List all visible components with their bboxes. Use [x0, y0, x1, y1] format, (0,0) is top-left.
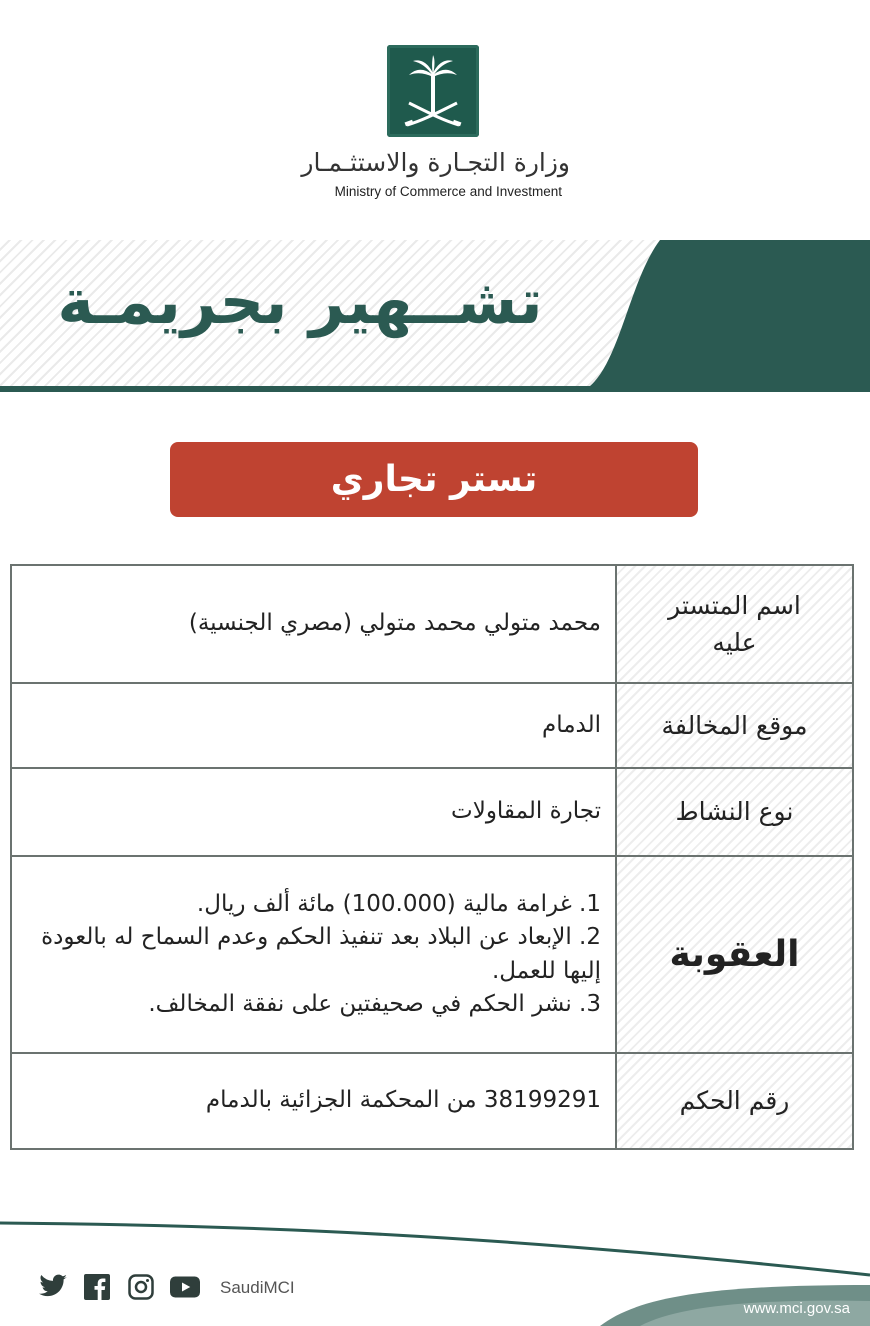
label-cell: رقم الحكم: [616, 1053, 853, 1149]
facebook-icon[interactable]: [82, 1272, 112, 1302]
list-item: 1. غرامة مالية (100.000) مائة ألف ريال.: [196, 890, 601, 917]
value-cell: 38199291 من المحكمة الجزائية بالدمام: [11, 1053, 616, 1149]
label-text: عليه: [712, 628, 757, 657]
label-cell: موقع المخالفة: [616, 683, 853, 768]
table-row-verdict: [11, 1053, 853, 1149]
ministry-name-english: Ministry of Commerce and Investment: [334, 184, 562, 199]
value-cell: الدمام: [11, 683, 616, 768]
label-text: اسم المتستر: [668, 590, 801, 620]
table-row-penalty: [11, 856, 853, 1053]
case-details-table: [10, 564, 854, 1150]
value-cell: [11, 856, 616, 1053]
social-links: [38, 1272, 200, 1302]
banner-underline: [0, 386, 870, 392]
value-cell: محمد متولي محمد متولي (مصري الجنسية): [11, 565, 616, 683]
page-title: تشــهير بجريمـة: [57, 265, 543, 338]
twitter-icon[interactable]: [38, 1272, 68, 1302]
palm-swords-emblem-icon: [387, 45, 479, 137]
ministry-name-arabic: وزارة التجـارة والاستثـمـار: [301, 148, 570, 177]
table-row-name: [11, 565, 853, 683]
label-cell: نوع النشاط: [616, 768, 853, 856]
crime-type-badge: [170, 442, 698, 517]
label-cell: العقوبة: [616, 856, 853, 1053]
crime-type-label: تستر تجاري: [330, 459, 538, 500]
label-cell: [616, 565, 853, 683]
website-link[interactable]: www.mci.gov.sa: [743, 1300, 850, 1317]
ministry-logo: [387, 45, 479, 137]
penalty-list: [12, 888, 601, 1021]
list-item: 3. نشر الحكم في صحيفتين على نفقة المخالف.: [148, 990, 601, 1017]
table-row-location: [11, 683, 853, 768]
social-handle: SaudiMCI: [220, 1278, 295, 1297]
table-row-activity: [11, 768, 853, 856]
instagram-icon[interactable]: [126, 1272, 156, 1302]
youtube-icon[interactable]: [170, 1272, 200, 1302]
value-cell: تجارة المقاولات: [11, 768, 616, 856]
list-item: 2. الإبعاد عن البلاد بعد تنفيذ الحكم وعدم السماح له بالعودة إليها للعمل.: [41, 924, 601, 984]
